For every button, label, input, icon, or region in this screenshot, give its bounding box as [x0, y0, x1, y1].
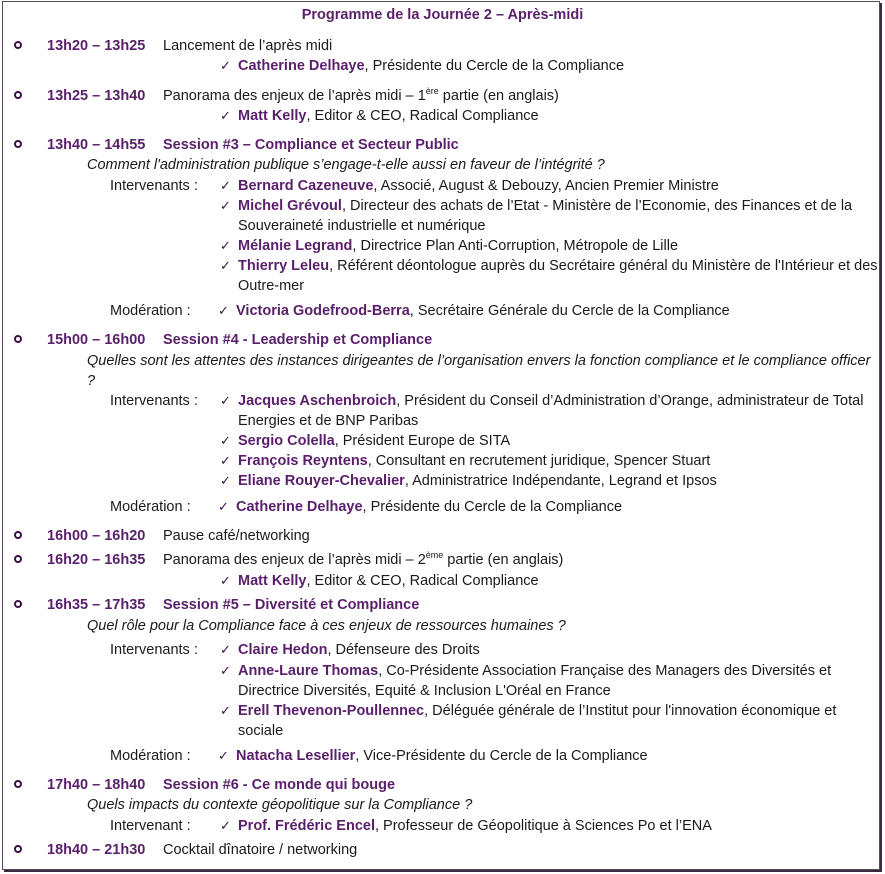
role-label: Intervenants :	[110, 642, 198, 658]
speaker-name: François Reyntens	[238, 453, 368, 469]
check-icon: ✓	[220, 198, 231, 213]
label-part: Panorama des enjeux de l’après midi – 2	[163, 552, 426, 568]
speaker-desc: , Consultant en recrutement juridique, Spencer Stuart	[367, 453, 711, 469]
role-label: Modération :	[110, 748, 191, 764]
session-title: Session #4 - Leadership et Compliance	[163, 332, 433, 348]
speaker	[238, 236, 878, 256]
speaker-desc: , Présidente du Cercle de la Compliance	[364, 58, 625, 74]
moderator	[236, 746, 876, 766]
speaker-desc: , Editor & CEO, Radical Compliance	[306, 108, 539, 124]
speaker-name: Sergio Colella	[238, 433, 335, 449]
slot-label: Pause café/networking	[163, 528, 310, 544]
check-icon: ✓	[218, 499, 229, 514]
speaker	[238, 640, 878, 660]
moderator	[236, 497, 876, 517]
speaker-name: Claire Hedon	[238, 642, 328, 658]
role-label: Modération :	[110, 303, 191, 319]
speaker-name: Jacques Aschenbroich	[238, 393, 397, 409]
bullet-icon	[14, 335, 22, 343]
moderator-name: Natacha Lesellier	[236, 748, 356, 764]
slot-label: Lancement de l’après midi	[163, 38, 333, 54]
check-icon: ✓	[220, 473, 231, 488]
check-icon: ✓	[220, 258, 231, 273]
check-icon: ✓	[220, 573, 231, 588]
speaker	[238, 176, 878, 196]
label-part: partie (en anglais)	[443, 552, 564, 568]
label-part: Panorama des enjeux de l’après midi – 1	[163, 88, 426, 104]
session-title: Session #6 - Ce monde qui bouge	[163, 777, 396, 793]
slot-label: Cocktail dînatoire / networking	[163, 842, 358, 858]
check-icon: ✓	[220, 453, 231, 468]
session-title: Session #3 – Compliance et Secteur Public	[163, 137, 459, 153]
speaker-name: Eliane Rouyer-Chevalier	[238, 473, 405, 489]
speaker-name: Thierry Leleu	[238, 258, 330, 274]
check-icon: ✓	[220, 433, 231, 448]
check-icon: ✓	[220, 642, 231, 657]
speaker	[238, 431, 878, 451]
speaker-desc: , Directrice Plan Anti-Corruption, Métropole de Lille	[352, 238, 679, 254]
slot-time: 13h25 – 13h40	[47, 88, 146, 104]
bullet-icon	[14, 140, 22, 148]
speaker	[238, 816, 878, 836]
check-icon: ✓	[218, 748, 229, 763]
speaker	[238, 106, 878, 126]
speaker	[238, 661, 878, 701]
speaker	[238, 571, 878, 591]
speaker	[238, 471, 878, 491]
speaker-name: Bernard Cazeneuve	[238, 178, 374, 194]
bullet-icon	[14, 555, 22, 563]
slot-time: 13h40 – 14h55	[47, 137, 146, 153]
speaker-desc: , Président du Conseil d’Administration d’Orange, administrateur de Total Energies et de BNP Paribas	[238, 393, 864, 429]
speaker-desc: , Directeur des achats de l’Etat - Ministère de l’Economie, des Finances et de la Souveraineté industrielle et numérique	[238, 198, 853, 234]
bullet-icon	[14, 91, 22, 99]
session-title: Session #5 – Diversité et Compliance	[163, 597, 420, 613]
check-icon: ✓	[220, 703, 231, 718]
speaker	[238, 391, 878, 431]
check-icon: ✓	[220, 393, 231, 408]
speaker-name: Matt Kelly	[238, 108, 307, 124]
speaker-desc: , Editor & CEO, Radical Compliance	[306, 573, 539, 589]
bullet-icon	[14, 531, 22, 539]
page-title: Programme de la Journée 2 – Après-midi	[301, 7, 584, 23]
speaker-name: Mélanie Legrand	[238, 238, 353, 254]
label-part: partie (en anglais)	[438, 88, 559, 104]
speaker-name: Matt Kelly	[238, 573, 307, 589]
check-icon: ✓	[220, 663, 231, 678]
speaker-desc: , Défenseure des Droits	[327, 642, 480, 658]
moderator-desc: , Vice-Présidente du Cercle de la Compliance	[355, 748, 648, 764]
session-question: Quels impacts du contexte géopolitique sur la Compliance ?	[87, 797, 473, 813]
speaker	[238, 56, 878, 76]
slot-time: 17h40 – 18h40	[47, 777, 146, 793]
label-superscript: ère	[425, 86, 439, 97]
role-label: Modération :	[110, 499, 191, 515]
speaker-name: Catherine Delhaye	[238, 58, 365, 74]
session-question: Comment l'administration publique s’engage-t-elle aussi en faveur de l’intégrité ?	[87, 157, 605, 173]
moderator-name: Victoria Godefrood-Berra	[236, 303, 410, 319]
speaker-name: Michel Grévoul	[238, 198, 342, 214]
bullet-icon	[14, 845, 22, 853]
speaker	[238, 701, 878, 741]
speaker-desc: , Professeur de Géopolitique à Sciences Po et l’ENA	[375, 818, 712, 834]
speaker	[238, 451, 878, 471]
moderator-name: Catherine Delhaye	[236, 499, 363, 515]
check-icon: ✓	[220, 178, 231, 193]
role-label: Intervenant :	[110, 818, 191, 834]
bullet-icon	[14, 780, 22, 788]
slot-time: 16h20 – 16h35	[47, 552, 146, 568]
moderator-desc: , Secrétaire Générale du Cercle de la Compliance	[409, 303, 730, 319]
bullet-icon	[14, 41, 22, 49]
label-superscript: ème	[425, 550, 444, 561]
session-question: Quelles sont les attentes des instances dirigeantes de l’organisation envers la fonction compliance et le compliance officer ?	[87, 353, 871, 389]
slot-time: 15h00 – 16h00	[47, 332, 146, 348]
check-icon: ✓	[220, 58, 231, 73]
check-icon: ✓	[220, 818, 231, 833]
speaker-name: Prof. Frédéric Encel	[238, 818, 375, 834]
speaker-desc: , Référent déontologue auprès du Secrétaire général du Ministère de l'Intérieur et des Outre-mer	[238, 258, 878, 294]
slot-time: 18h40 – 21h30	[47, 842, 146, 858]
slot-time: 16h00 – 16h20	[47, 528, 146, 544]
check-icon: ✓	[218, 303, 229, 318]
slot-label	[163, 86, 559, 106]
speaker	[238, 256, 878, 296]
slot-label	[163, 550, 563, 570]
slot-time: 16h35 – 17h35	[47, 597, 146, 613]
role-label: Intervenants :	[110, 393, 198, 409]
speaker-desc: , Président Europe de SITA	[334, 433, 511, 449]
speaker-desc: , Administratrice Indépendante, Legrand et Ipsos	[404, 473, 717, 489]
role-label: Intervenants :	[110, 178, 198, 194]
slot-time: 13h20 – 13h25	[47, 38, 146, 54]
bullet-icon	[14, 600, 22, 608]
session-question: Quel rôle pour la Compliance face à ces enjeux de ressources humaines ?	[87, 618, 566, 634]
moderator	[236, 301, 876, 321]
speaker-desc: , Déléguée générale de l’Institut pour l'innovation économique et sociale	[238, 703, 837, 739]
speaker	[238, 196, 878, 236]
moderator-desc: , Présidente du Cercle de la Compliance	[362, 499, 623, 515]
check-icon: ✓	[220, 238, 231, 253]
speaker-desc: , Co-Présidente Association Française des Managers des Diversités et Directrice Diversités, Equité & Inclusion L'Oréal en France	[238, 663, 832, 699]
speaker-name: Erell Thevenon-Poullennec	[238, 703, 425, 719]
check-icon: ✓	[220, 108, 231, 123]
speaker-desc: , Associé, August & Debouzy, Ancien Premier Ministre	[373, 178, 719, 194]
speaker-name: Anne-Laure Thomas	[238, 663, 379, 679]
